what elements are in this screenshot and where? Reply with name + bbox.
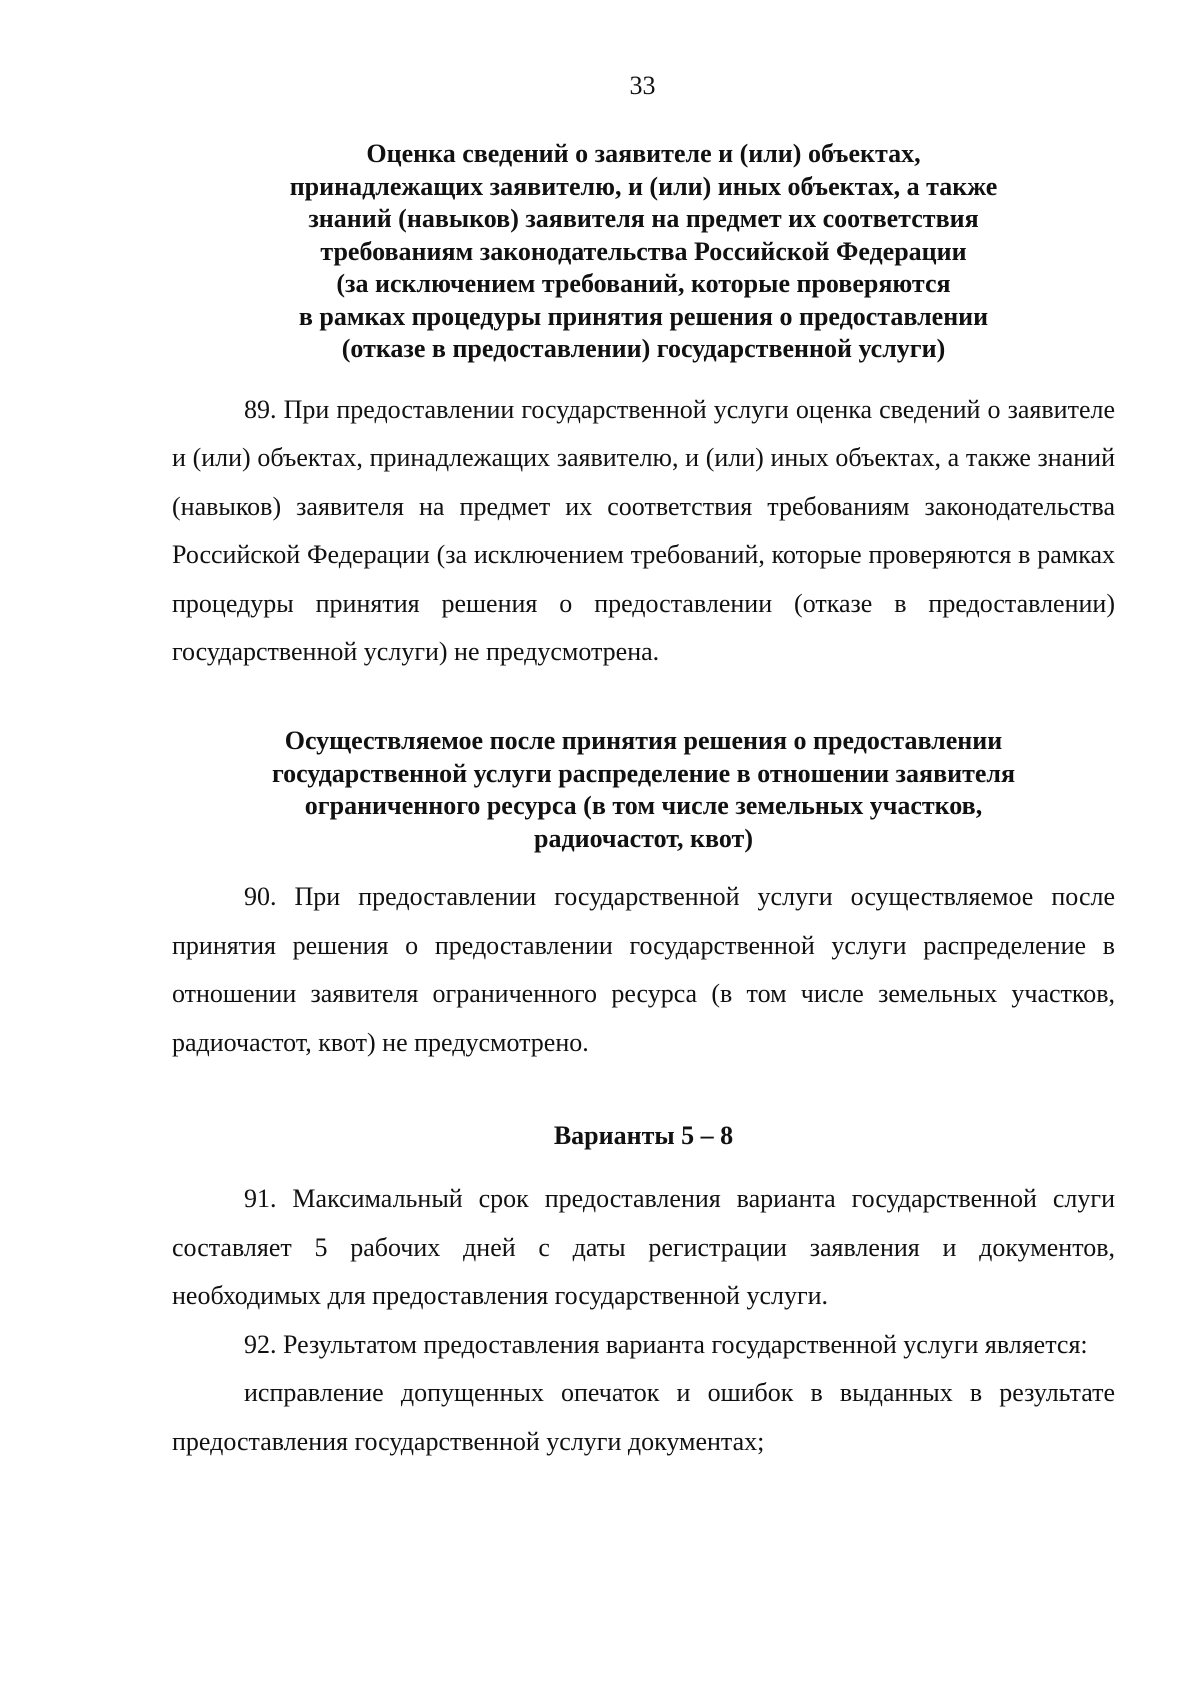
section-heading-assessment (172, 138, 1115, 366)
heading-line: знаний (навыков) заявителя на предмет их соответствия (308, 204, 979, 233)
document-body (172, 138, 1115, 1467)
heading-line: в рамках процедуры принятия решения о предоставлении (298, 301, 989, 331)
heading-line: Оценка сведений о заявителе и (или) объектах, (366, 139, 921, 168)
paragraph-92: 92. Результатом предоставления варианта государственной услуги является: (244, 1329, 1088, 1359)
paragraph-89: 89. При предоставлении государственной услуги оценка сведений о заявителе и (или) объектах, принадлежащих заявителю, и (или) иных объектах, а также знаний (навыков) заявителя на предмет их соответствия требованиям законодательства Российской Федерации (за исключением требований, которые проверяются в рамках процедуры принятия решения о предоставлении (отказе в предоставлении) государственной услуги) не предусмотрена. (172, 394, 1115, 667)
paragraph-90: 90. При предоставлении государственной услуги осуществляемое после принятия решения о предоставлении государственной услуги распределение в отношении заявителя ограниченного ресурса (в том числе земельных участков, радиочастот, квот) не предусмотрено. (172, 882, 1115, 1057)
heading-line: ограниченного ресурса (в том числе земельных участков, (304, 791, 983, 821)
section-heading-resource-distribution (172, 725, 1115, 855)
page-number: 33 (629, 71, 656, 100)
heading-line: государственной услуги распределение в отношении заявителя (271, 758, 1016, 788)
heading-line: радиочастот, квот) (534, 823, 753, 853)
heading-line: требованиям законодательства Российской Федерации (320, 236, 967, 266)
heading-line: (за исключением требований, которые проверяются (336, 269, 951, 298)
section-heading-variants: Варианты 5 – 8 (553, 1121, 734, 1151)
paragraph-92-item: исправление допущенных опечаток и ошибок в выданных в результате предоставления государственной услуги документах; (172, 1378, 1115, 1456)
heading-line: (отказе в предоставлении) государственной услуги) (341, 334, 946, 363)
paragraph-91: 91. Максимальный срок предоставления варианта государственной слуги составляет 5 рабочих дней с даты регистрации заявления и документов, необходимых для предоставления государственной услуги. (172, 1183, 1115, 1311)
heading-line: принадлежащих заявителю, и (или) иных объектах, а также (289, 171, 998, 201)
heading-line: Осуществляемое после принятия решения о предоставлении (284, 726, 1003, 756)
